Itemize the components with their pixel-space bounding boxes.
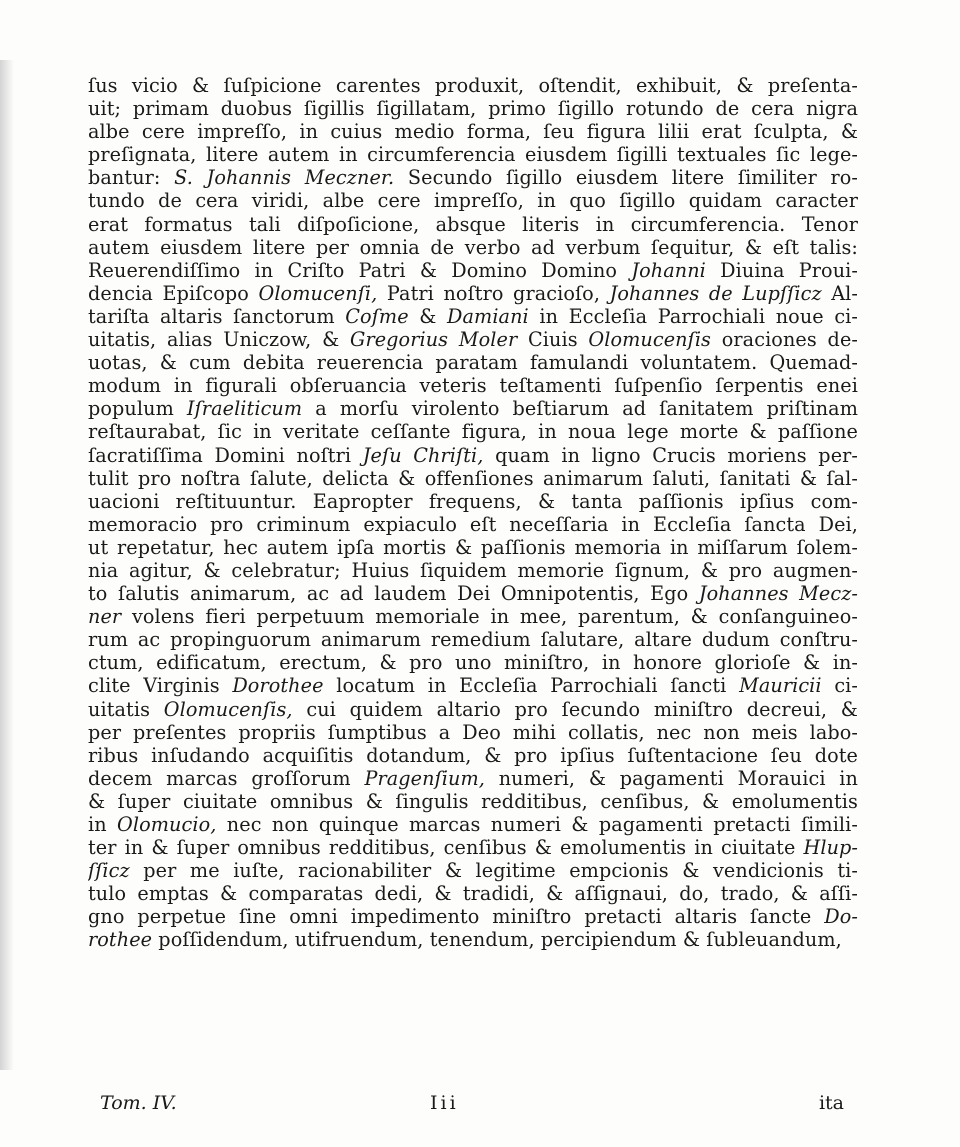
text-segment: quam in ligno Crucis moriens per-: [483, 443, 858, 467]
text-segment: gno perpetue ſine omni impedimento miniſtro pretacti altaris ſancte: [88, 905, 825, 929]
italic-name: S. Johannis Meczner.: [174, 166, 395, 190]
text-line: [88, 328, 858, 351]
text-segment: albe cere impreſſo, in cuius medio forma, ſeu figura lilii erat ſculpta, &: [88, 120, 858, 144]
text-segment: tulit pro noſtra ſalute, delicta & offenſiones animarum ſaluti, ſanitati & ſal-: [88, 466, 858, 490]
catchword: ita: [818, 1092, 844, 1114]
text-line: [88, 559, 858, 582]
text-segment: tulo emptas & comparatas dedi, & tradidi, & aſſignaui, do, trado, & aſſi-: [88, 882, 858, 906]
text-segment: ribus inſudando acquiſitis dotandum, & pro ipſius ſuſtentacione ſeu dote: [88, 743, 858, 767]
text-segment: bantur:: [88, 166, 175, 190]
text-segment: a morſu virolento beſtiarum ad ſanitatem priſtinam: [302, 397, 858, 421]
text-line: [88, 490, 858, 513]
text-segment: rum ac propinguorum animarum remedium ſalutare, altare dudum conſtru-: [88, 628, 858, 652]
text-segment: dencia Epiſcopo: [88, 281, 259, 305]
italic-name: rothee: [88, 928, 153, 952]
text-line: [88, 213, 858, 236]
text-segment: uitatis: [88, 697, 164, 721]
text-segment: poſſidendum, utifruendum, tenendum, percipiendum & ſubleuandum,: [152, 928, 842, 952]
volume-label: Tom. IV.: [100, 1092, 177, 1114]
text-line: [88, 674, 858, 697]
text-line: [88, 744, 858, 767]
text-line: [88, 698, 858, 721]
text-line: [88, 813, 858, 836]
text-line: [88, 305, 858, 328]
text-line: [88, 189, 858, 212]
italic-name: Pragenſium,: [364, 766, 485, 790]
text-line: [88, 605, 858, 628]
text-segment: in: [88, 813, 118, 836]
italic-name: Olomucio,: [117, 813, 217, 836]
text-line: [88, 420, 858, 443]
text-segment: reſtaurabat, ſic in veritate ceſſante figura, in noua lege morte & paſſione: [88, 420, 858, 444]
text-line: [88, 467, 858, 490]
text-line: [88, 397, 858, 420]
text-segment: uotas, & cum debita reuerencia paratam famulandi voluntatem. Quemad-: [88, 351, 858, 375]
text-segment: populum: [88, 397, 187, 421]
italic-name: Johannes Mecz-: [698, 582, 858, 606]
text-segment: uit; primam duobus ſigillis ſigillatam, primo ſigillo rotundo de cera nigra: [88, 97, 858, 121]
text-segment: Patri noſtro gracioſo,: [377, 281, 610, 305]
text-line: [88, 836, 858, 859]
text-line: [88, 721, 858, 744]
text-segment: & ſuper ciuitate omnibus & ſingulis redditibus, cenſibus, & emolumentis: [88, 789, 858, 813]
italic-name: Iſraeliticum: [186, 397, 303, 421]
italic-name: Gregorius Moler: [350, 328, 518, 352]
italic-name: Dorothee: [232, 674, 324, 698]
text-segment: modum in figurali obſeruancia veteris teſtamenti ſuſpenſio ſerpentis enei: [88, 374, 858, 398]
text-segment: locatum in Eccleſia Parrochiali ſancti: [323, 674, 740, 698]
text-line: [88, 444, 858, 467]
italic-name: Damiani: [447, 304, 529, 328]
text-line: [88, 351, 858, 374]
text-segment: tundo de cera viridi, albe cere impreſſo, in quo ſigillo quidam caracter: [88, 189, 858, 213]
text-line: [88, 513, 858, 536]
text-segment: numeri, & pagamenti Morauici in: [484, 766, 858, 790]
text-line: [88, 582, 858, 605]
text-line: [88, 143, 858, 166]
italic-name: Olomucenſis: [588, 328, 712, 352]
text-segment: ctum, edificatum, erectum, & pro uno miniſtro, in honore glorioſe & in-: [88, 651, 858, 675]
text-segment: in Eccleſia Parrochiali noue ci-: [528, 304, 858, 328]
text-line: [88, 859, 858, 882]
text-segment: uacioni reſtituuntur. Eapropter frequens, & tanta paſſionis ipſius com-: [88, 489, 858, 513]
text-segment: ci-: [821, 674, 858, 698]
italic-name: ſſicz: [88, 859, 130, 883]
body-text: [88, 74, 858, 952]
italic-name: Johannes de Lupſſicz: [609, 281, 822, 305]
page-footer: [100, 1092, 844, 1118]
italic-name: Olomucenſi,: [258, 281, 378, 305]
text-segment: uitatis, alias Uniczow, &: [88, 328, 351, 352]
text-segment: preſignata, litere autem in circumferencia eiusdem ſigilli textuales ſic lege-: [88, 143, 858, 167]
binding-shadow: [0, 60, 14, 1070]
text-line: [88, 282, 858, 305]
text-line: [88, 236, 858, 259]
text-segment: nec non quinque marcas numeri & pagamenti pretacti ſimili-: [216, 813, 858, 836]
text-line: [88, 166, 858, 189]
text-line: [88, 905, 858, 928]
text-segment: per me iuſte, racionabiliter & legitime empcionis & vendicionis ti-: [129, 859, 858, 883]
italic-name: Johanni: [631, 258, 706, 282]
text-segment: cui quidem altario pro ſecundo miniſtro decreui, &: [292, 697, 858, 721]
text-line: [88, 882, 858, 905]
italic-name: Do-: [824, 905, 858, 929]
text-segment: &: [408, 304, 447, 328]
text-segment: Diuina Proui-: [705, 258, 858, 282]
text-segment: Ciuis: [517, 328, 589, 352]
text-segment: Reuerendiſſimo in Criſto Patri & Domino Domino: [88, 258, 632, 282]
italic-name: Jeſu Chriſti,: [362, 443, 484, 467]
text-line: [88, 374, 858, 397]
italic-name: Olomucenſis,: [163, 697, 293, 721]
text-segment: erat formatus tali diſpoſicione, absque literis in circumferencia. Tenor: [88, 212, 858, 236]
text-line: [88, 74, 858, 97]
text-line: [88, 259, 858, 282]
text-segment: to ſalutis animarum, ac ad laudem Dei Omnipotentis, Ego: [88, 582, 699, 606]
text-segment: Al-: [821, 281, 858, 305]
text-segment: decem marcas groſſorum: [88, 766, 365, 790]
italic-name: Mauricii: [739, 674, 822, 698]
italic-name: ner: [88, 605, 122, 629]
text-segment: ter in & ſuper omnibus redditibus, cenſibus & emolumentis in ciuitate: [88, 836, 804, 860]
text-line: [88, 536, 858, 559]
text-line: [88, 651, 858, 674]
text-segment: ſacratiſſima Domini noſtri: [88, 443, 363, 467]
text-segment: nia agitur, & celebratur; Huius ſiquidem memorie ſignum, & pro augmen-: [88, 558, 858, 582]
text-line: [88, 767, 858, 790]
text-line: [88, 97, 858, 120]
text-segment: per preſentes propriis ſumptibus a Deo mihi collatis, nec non meis labo-: [88, 720, 858, 744]
text-line: [88, 790, 858, 813]
text-segment: autem eiusdem litere per omnia de verbo ad verbum ſequitur, & eſt talis:: [88, 235, 858, 259]
signature-mark: Iii: [430, 1092, 459, 1114]
text-segment: clite Virginis: [88, 674, 233, 698]
text-segment: volens fieri perpetuum memoriale in mee, parentum, & conſanguineo-: [121, 605, 858, 629]
text-segment: memoracio pro criminum expiaculo eſt neceſſaria in Eccleſia ſancta Dei,: [88, 512, 858, 536]
text-segment: oraciones de-: [711, 328, 858, 352]
text-segment: tariſta altaris ſanctorum: [88, 304, 346, 328]
text-line: [88, 928, 858, 951]
text-segment: ut repetatur, hec autem ipſa mortis & paſſionis memoria in miſſarum ſolem-: [88, 535, 858, 559]
text-line: [88, 628, 858, 651]
text-line: [88, 120, 858, 143]
italic-name: Hlup-: [803, 836, 858, 860]
text-segment: ſus vicio & ſuſpicione carentes produxit, oſtendit, exhibuit, & preſenta-: [88, 74, 858, 97]
text-segment: Secundo ſigillo eiusdem litere ſimiliter ro-: [394, 166, 858, 190]
italic-name: Coſme: [345, 304, 409, 328]
